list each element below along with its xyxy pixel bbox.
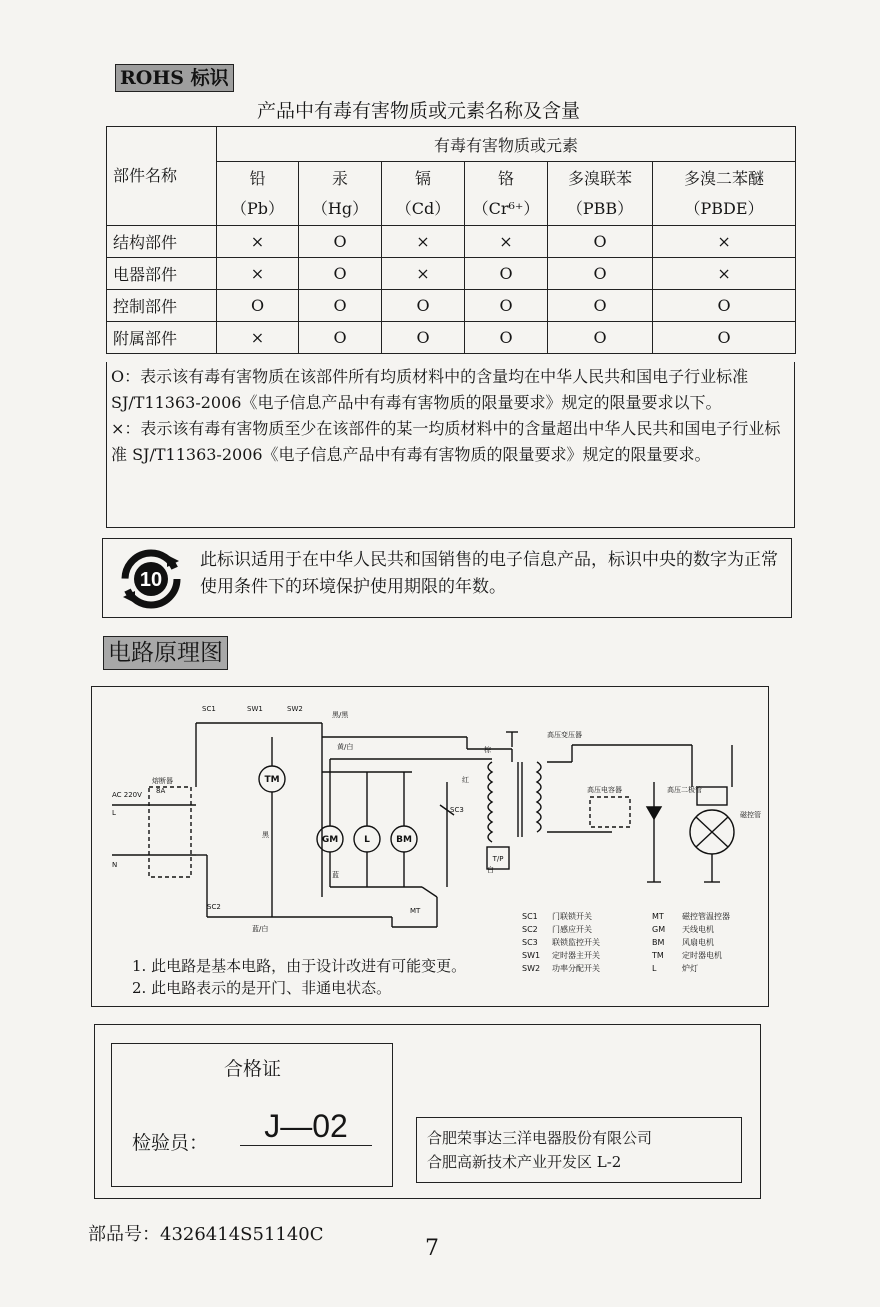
certificate-box bbox=[94, 1024, 761, 1199]
legend-code: SC1 bbox=[522, 912, 538, 921]
svg-text:熔断器: 熔断器 bbox=[152, 777, 173, 785]
note-o: O：表示该有毒有害物质在该部件所有均质材料中的含量均在中华人民共和国电子行业标准 SJ/T11363-2006《电子信息产品中有毒有害物质的限量要求》规定的限量要求以下。 bbox=[111, 367, 749, 412]
svg-text:SW1: SW1 bbox=[247, 705, 263, 713]
svg-text:SC1: SC1 bbox=[202, 705, 216, 713]
substance-header bbox=[653, 162, 796, 226]
legend-desc: 功率分配开关 bbox=[552, 964, 600, 973]
svg-text:蓝: 蓝 bbox=[332, 871, 339, 879]
legend-desc: 门联锁开关 bbox=[552, 912, 592, 921]
content-mark: × bbox=[653, 226, 796, 258]
content-mark: O bbox=[299, 258, 382, 290]
svg-text:BM: BM bbox=[396, 835, 412, 845]
company-name: 合肥荣事达三洋电器股份有限公司 bbox=[427, 1129, 653, 1147]
legend-code: SW2 bbox=[522, 964, 541, 973]
legend-desc: 磁控管温控器 bbox=[682, 912, 730, 921]
substance-name: 多溴二苯醚 bbox=[684, 168, 765, 188]
legend-code: SW1 bbox=[522, 951, 541, 960]
page-number: 7 bbox=[425, 1236, 439, 1261]
content-mark: × bbox=[653, 258, 796, 290]
eco-text: 此标识适用于在中华人民共和国销售的电子信息产品，标识中央的数字为正常使用条件下的环境保护使用期限的年数。 bbox=[200, 550, 778, 597]
svg-text:MT: MT bbox=[410, 907, 421, 915]
svg-text:N: N bbox=[112, 861, 118, 869]
part-number: 部品号：4326414S51140C bbox=[88, 1224, 324, 1245]
substance-symbol: （Pb） bbox=[230, 198, 284, 218]
content-mark: O bbox=[382, 290, 465, 322]
content-mark: O bbox=[548, 322, 653, 354]
legend-code: L bbox=[652, 964, 657, 973]
content-mark: O bbox=[382, 322, 465, 354]
part-name: 附属部件 bbox=[107, 322, 217, 354]
svg-text:AC 220V: AC 220V bbox=[112, 791, 142, 799]
content-mark: O bbox=[653, 322, 796, 354]
eco-number: 10 bbox=[139, 569, 163, 591]
content-mark: O bbox=[548, 290, 653, 322]
content-mark: O bbox=[299, 226, 382, 258]
legend-desc: 炉灯 bbox=[682, 964, 698, 973]
substance-name: 汞 bbox=[331, 168, 348, 188]
legend-desc: 天线电机 bbox=[682, 925, 714, 934]
svg-text:高压电容器: 高压电容器 bbox=[587, 786, 622, 794]
content-mark: O bbox=[465, 322, 548, 354]
substance-header bbox=[299, 162, 382, 226]
note-x: ×：表示该有毒有害物质至少在该部件的某一均质材料中的含量超出中华人民共和国电子行业标准 SJ/T11363-2006《电子信息产品中有毒有害物质的限量要求》规定的限量要求。 bbox=[111, 419, 781, 464]
table-row bbox=[107, 290, 796, 322]
qualification-card bbox=[111, 1043, 393, 1187]
rohs-notes bbox=[106, 362, 795, 528]
content-mark: O bbox=[299, 290, 382, 322]
col-group-header: 有毒有害物质或元素 bbox=[217, 127, 796, 162]
substance-name: 多溴联苯 bbox=[567, 168, 632, 188]
legend-desc: 风扇电机 bbox=[682, 938, 714, 947]
svg-text:黑/黑: 黑/黑 bbox=[332, 711, 349, 719]
substance-name: 铅 bbox=[249, 168, 266, 188]
content-mark: × bbox=[217, 226, 299, 258]
svg-text:高压二极管: 高压二极管 bbox=[667, 786, 702, 794]
svg-text:T/P: T/P bbox=[492, 855, 504, 863]
rohs-table bbox=[106, 126, 796, 354]
circuit-note-1: 1. 此电路是基本电路，由于设计改进有可能变更。 bbox=[132, 957, 467, 975]
svg-text:高压变压器: 高压变压器 bbox=[547, 731, 582, 739]
rohs-table-title: 产品中有毒有害物质或元素名称及含量 bbox=[257, 100, 581, 122]
inspector-label: 检验员： bbox=[132, 1132, 209, 1154]
inspector-value: J—02 bbox=[240, 1108, 372, 1146]
legend-desc: 定时器主开关 bbox=[552, 951, 600, 960]
svg-text:白: 白 bbox=[487, 866, 494, 874]
svg-text:SW2: SW2 bbox=[287, 705, 303, 713]
legend-code: GM bbox=[652, 925, 666, 934]
legend-code: BM bbox=[652, 938, 665, 947]
content-mark: O bbox=[465, 258, 548, 290]
substance-header bbox=[465, 162, 548, 226]
substance-header bbox=[217, 162, 299, 226]
company-address: 合肥高新技术产业开发区 L-2 bbox=[427, 1153, 622, 1171]
content-mark: O bbox=[653, 290, 796, 322]
svg-text:L: L bbox=[364, 835, 370, 845]
environment-protection-icon bbox=[121, 549, 181, 609]
legend-code: MT bbox=[652, 912, 664, 921]
substance-symbol: （Cd） bbox=[395, 198, 451, 218]
part-name: 电器部件 bbox=[107, 258, 217, 290]
content-mark: × bbox=[217, 258, 299, 290]
svg-text:L: L bbox=[112, 809, 116, 817]
svg-text:GM: GM bbox=[321, 835, 339, 845]
content-mark: O bbox=[217, 290, 299, 322]
svg-text:SC3: SC3 bbox=[450, 806, 464, 814]
substance-header bbox=[382, 162, 465, 226]
svg-text:红: 红 bbox=[462, 776, 469, 784]
substance-symbol: （PBDE） bbox=[684, 198, 764, 218]
content-mark: O bbox=[465, 290, 548, 322]
company-box bbox=[416, 1117, 742, 1183]
circuit-note-2: 2. 此电路表示的是开门、非通电状态。 bbox=[132, 979, 392, 997]
legend-code: SC2 bbox=[522, 925, 538, 934]
svg-text:TM: TM bbox=[264, 775, 280, 785]
legend-desc: 定时器电机 bbox=[682, 951, 722, 960]
substance-symbol: （Cr⁶⁺） bbox=[472, 198, 540, 218]
part-name: 结构部件 bbox=[107, 226, 217, 258]
content-mark: O bbox=[548, 258, 653, 290]
eco-label-box bbox=[102, 538, 792, 618]
content-mark: × bbox=[382, 226, 465, 258]
substance-symbol: （Hg） bbox=[311, 198, 369, 218]
circuit-tag: 电路原理图 bbox=[103, 636, 228, 670]
substance-header bbox=[548, 162, 653, 226]
content-mark: × bbox=[465, 226, 548, 258]
content-mark: × bbox=[217, 322, 299, 354]
legend-code: SC3 bbox=[522, 938, 538, 947]
table-row bbox=[107, 258, 796, 290]
content-mark: O bbox=[548, 226, 653, 258]
col-part-header: 部件名称 bbox=[107, 127, 217, 226]
content-mark: O bbox=[299, 322, 382, 354]
circuit-diagram-box bbox=[91, 686, 769, 1007]
svg-text:棕: 棕 bbox=[484, 746, 491, 754]
substance-symbol: （PBB） bbox=[566, 198, 634, 218]
rohs-tag: ROHS 标识 bbox=[115, 64, 234, 92]
legend-desc: 门感应开关 bbox=[552, 925, 592, 934]
legend-code: TM bbox=[652, 951, 664, 960]
substance-name: 铬 bbox=[497, 168, 514, 188]
svg-text:黄/白: 黄/白 bbox=[337, 743, 354, 751]
circuit-notes bbox=[132, 955, 466, 999]
table-row bbox=[107, 226, 796, 258]
svg-text:磁控管: 磁控管 bbox=[740, 811, 761, 819]
legend-desc: 联锁监控开关 bbox=[552, 938, 600, 947]
svg-text:蓝/白: 蓝/白 bbox=[252, 925, 269, 933]
svg-text:SC2: SC2 bbox=[207, 903, 221, 911]
content-mark: × bbox=[382, 258, 465, 290]
substance-name: 镉 bbox=[414, 168, 431, 188]
part-name: 控制部件 bbox=[107, 290, 217, 322]
cert-title: 合格证 bbox=[224, 1058, 282, 1080]
svg-text:黑: 黑 bbox=[262, 831, 269, 839]
table-row bbox=[107, 322, 796, 354]
svg-text:8A: 8A bbox=[156, 787, 166, 795]
